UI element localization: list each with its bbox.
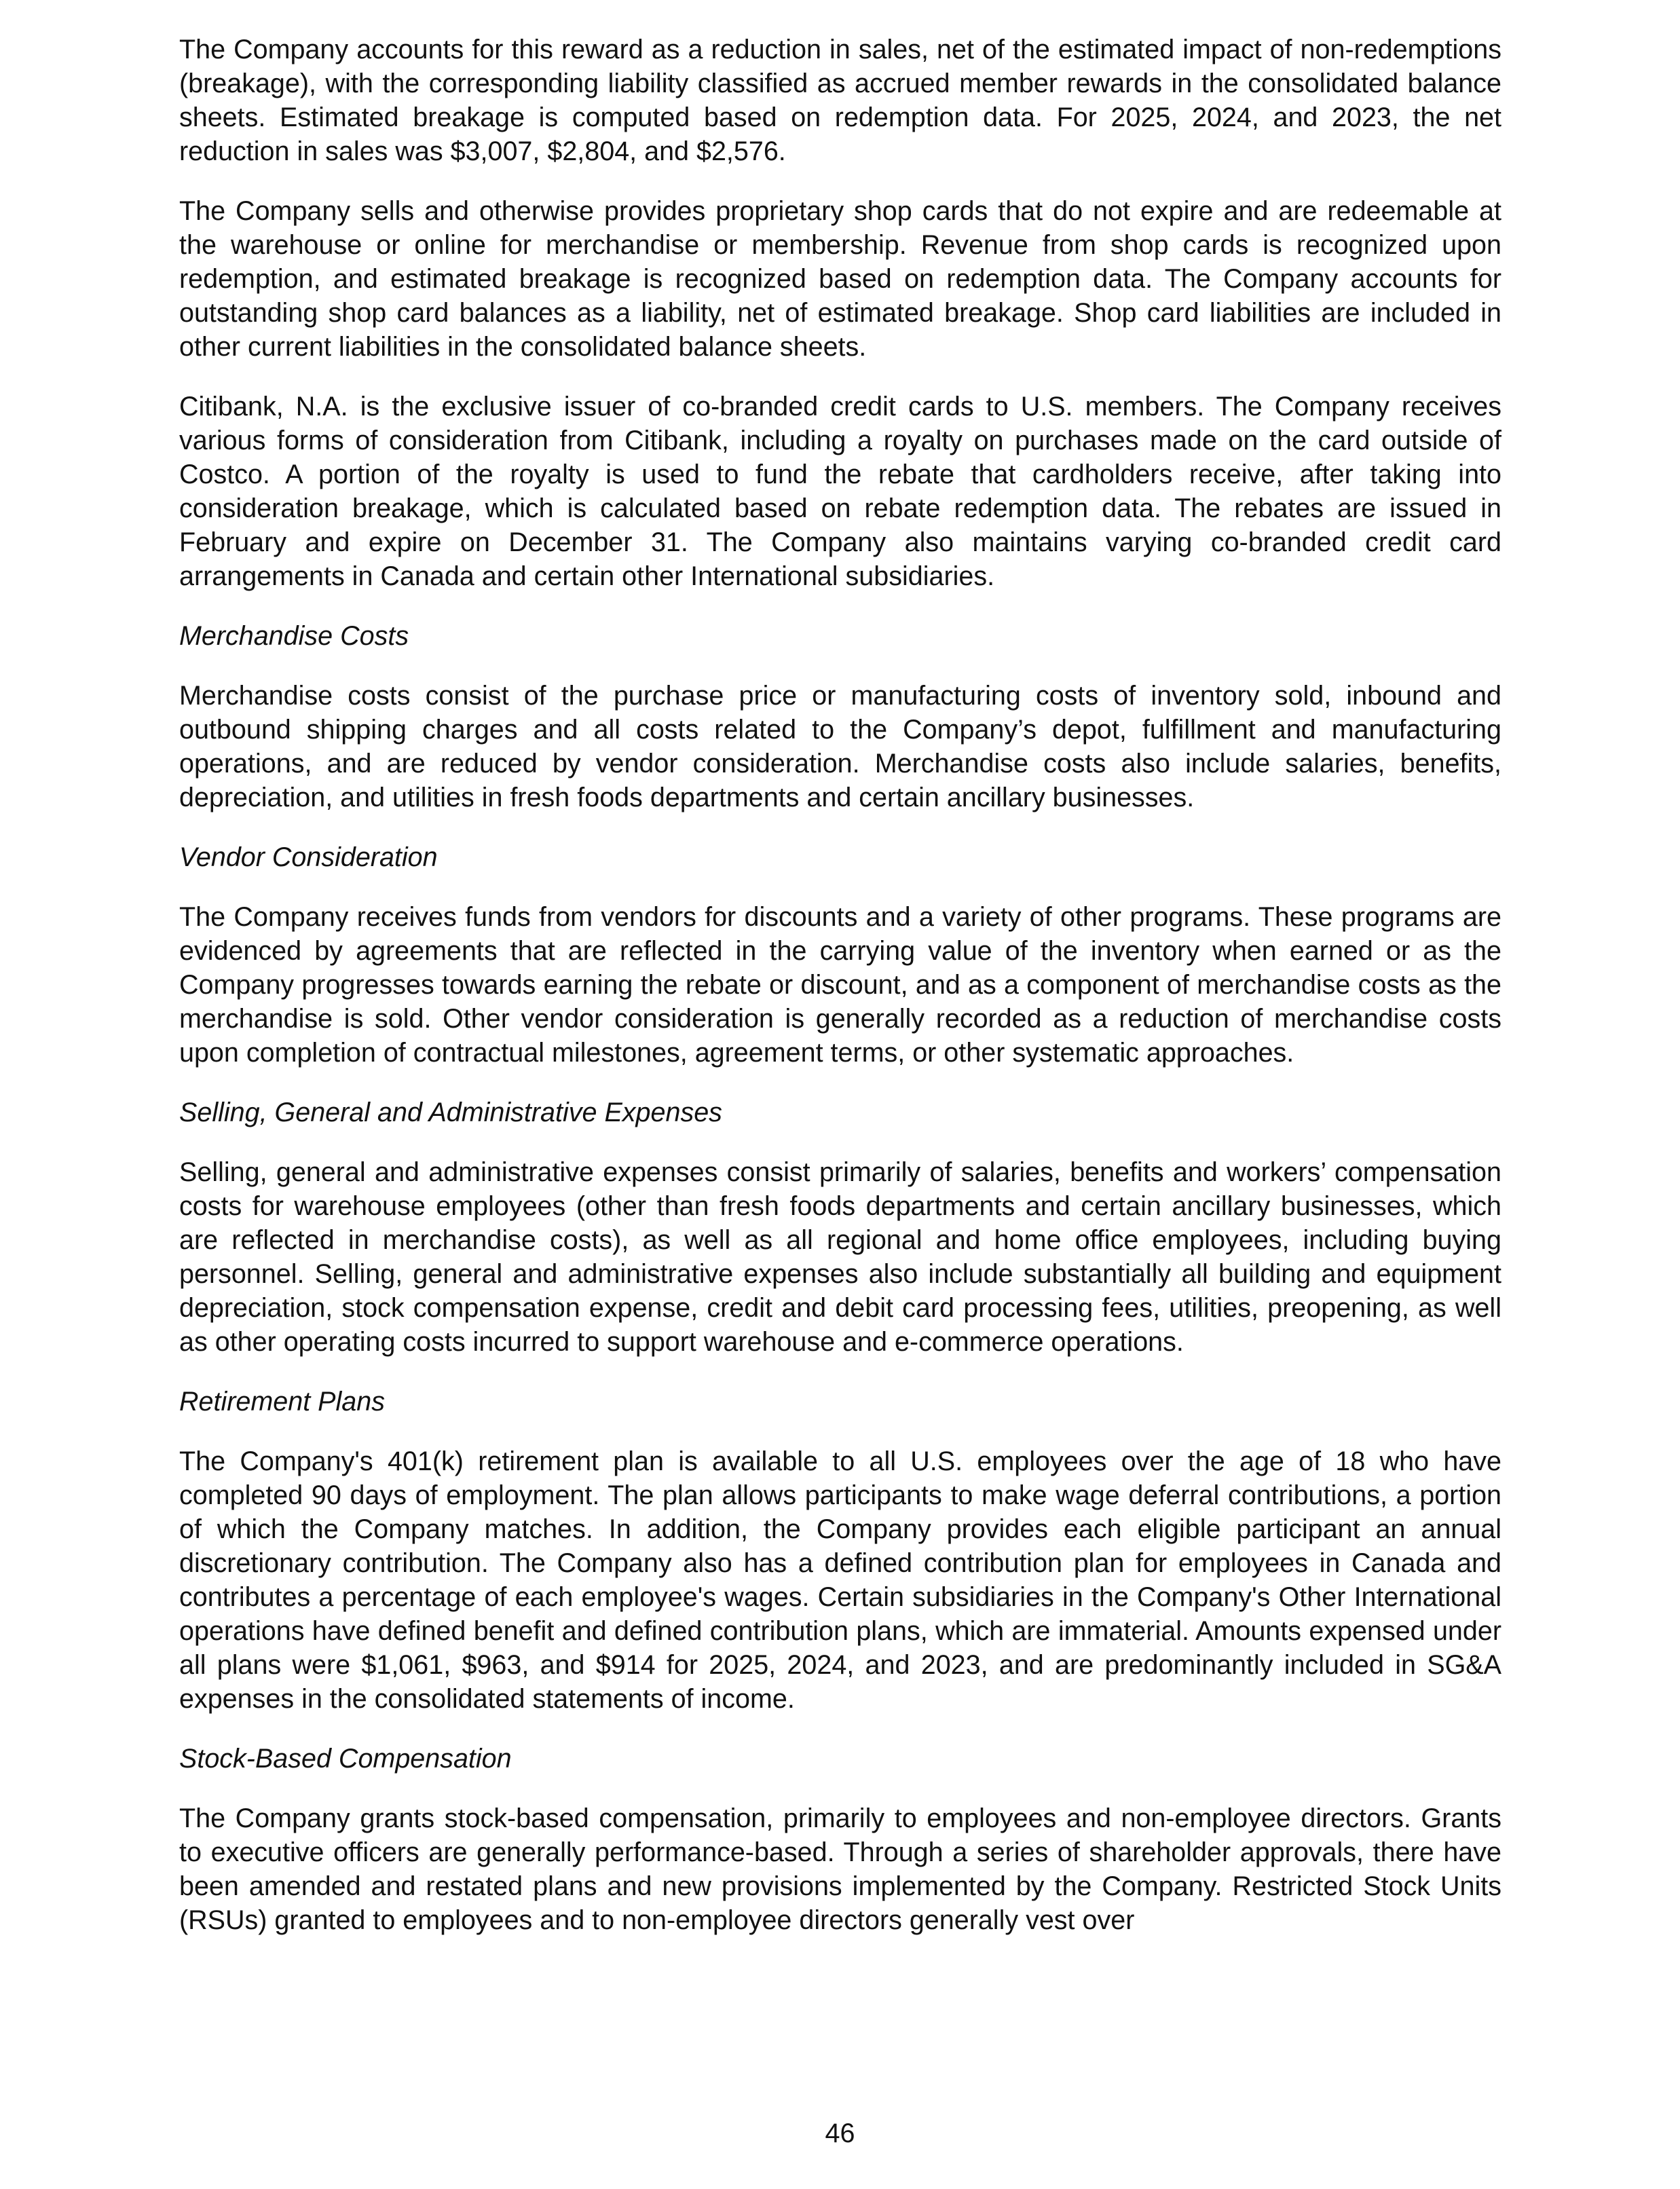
stock-based-compensation-paragraph: The Company grants stock-based compensation, primarily to employees and non-employee directors. Grants to executive officers are generally performance-based. Through a series of shareholder approvals, there have been amended and restated plans and new provisions implemented by the Company. Restricted Stock Units (RSUs) granted to employees and to non-employee directors generally vest over xyxy=(179,1803,1501,1935)
co-branded-credit-card-paragraph: Citibank, N.A. is the exclusive issuer of co-branded credit cards to U.S. members. The Company receives various forms of consideration from Citibank, including a royalty on purchases made on the card outside of Costco. A portion of the royalty is used to fund the rebate that cardholders receive, after taking into consideration breakage, which is calculated based on rebate redemption data. The rebates are issued in February and expire on December 31. The Company also maintains varying co-branded credit card arrangements in Canada and certain other International subsidiaries. xyxy=(179,392,1501,591)
retirement-plans-heading: Retirement Plans xyxy=(179,1387,385,1417)
vendor-consideration-paragraph: The Company receives funds from vendors for discounts and a variety of other programs. These programs are evidenced by agreements that are reflected in the carrying value of the inventory when earned or as the Company progresses towards earning the rebate or discount, and as a component of merchandise costs as the merchandise is sold. Other vendor consideration is generally recorded as a reduction of merchandise costs upon completion of contractual milestones, agreement terms, or other systematic approaches. xyxy=(179,902,1501,1068)
merchandise-costs-paragraph: Merchandise costs consist of the purchase price or manufacturing costs of inventory sold, inbound and outbound shipping charges and all costs related to the Company’s depot, fulfillment and manufacturing operations, and are reduced by vendor consideration. Merchandise costs also include salaries, benefits, depreciation, and utilities in fresh foods departments and certain ancillary businesses. xyxy=(179,681,1501,812)
vendor-consideration-heading: Vendor Consideration xyxy=(179,842,438,872)
retirement-plans-paragraph: The Company's 401(k) retirement plan is available to all U.S. employees over the age of 18 who have completed 90 days of employment. The plan allows participants to make wage deferral contributions, a portion of which the Company matches. In addition, the Company provides each eligible participant an annual discretionary contribution. The Company also has a defined contribution plan for employees in Canada and contributes a percentage of each employee's wages. Certain subsidiaries in the Company's Other International operations have defined benefit and defined contribution plans, which are immaterial. Amounts expensed under all plans were $1,061, $963, and $914 for 2025, 2024, and 2023, and are predominantly included in SG&A expenses in the consolidated statements of income. xyxy=(179,1446,1501,1714)
member-rewards-paragraph: The Company accounts for this reward as a reduction in sales, net of the estimated impact of non-redemptions (breakage), with the corresponding liability classified as accrued member rewards in the consolidated balance sheets. Estimated breakage is computed based on redemption data. For 2025, 2024, and 2023, the net reduction in sales was $3,007, $2,804, and $2,576. xyxy=(179,35,1501,166)
document-body xyxy=(179,33,1501,1937)
sga-expenses-paragraph: Selling, general and administrative expenses consist primarily of salaries, benefits and workers’ compensation costs for warehouse employees (other than fresh foods departments and certain ancillary businesses, which are reflected in merchandise costs), as well as all regional and home office employees, including buying personnel. Selling, general and administrative expenses also include substantially all building and equipment depreciation, stock compensation expense, credit and debit card processing fees, utilities, preopening, as well as other operating costs incurred to support warehouse and e-commerce operations. xyxy=(179,1157,1501,1357)
shop-cards-paragraph: The Company sells and otherwise provides proprietary shop cards that do not expire and are redeemable at the warehouse or online for merchandise or membership. Revenue from shop cards is recognized upon redemption, and estimated breakage is recognized based on redemption data. The Company accounts for outstanding shop card balances as a liability, net of estimated breakage. Shop card liabilities are included in other current liabilities in the consolidated balance sheets. xyxy=(179,196,1501,362)
page-number: 46 xyxy=(825,2118,855,2148)
merchandise-costs-heading: Merchandise Costs xyxy=(179,621,409,651)
sga-expenses-heading: Selling, General and Administrative Expenses xyxy=(179,1098,722,1127)
stock-based-compensation-heading: Stock-Based Compensation xyxy=(179,1744,512,1774)
